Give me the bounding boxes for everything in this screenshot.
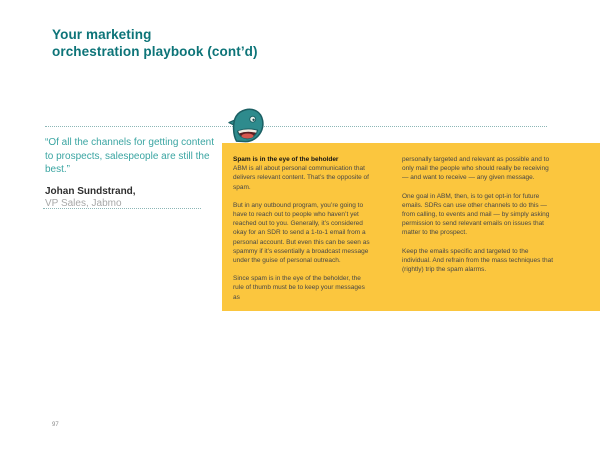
callout-paragraph: Keep the emails specific and targeted to the individual. And refrain from the mass techniques that (rightly) trip the spam alarms. xyxy=(402,247,554,274)
page-title-line2: orchestration playbook (cont’d) xyxy=(52,44,258,59)
page-number: 97 xyxy=(52,422,59,428)
callout-paragraph: Since spam is in the eye of the beholder, the rule of thumb must be to keep your messages as xyxy=(233,275,365,301)
callout-column-1 xyxy=(233,155,372,311)
callout-paragraph: personally targeted and relevant as possible and to only mail the people who should really be receiving — and want to receive — any given message. xyxy=(402,156,550,182)
quote-author-role: VP Sales, Jabmo xyxy=(45,198,122,209)
pull-quote-text: “Of all the channels for getting content to prospects, salespeople are still the best.” xyxy=(45,137,214,175)
quote-author: Johan Sundstrand, xyxy=(45,185,136,197)
whale-mascot-icon xyxy=(226,104,268,144)
pull-quote-block xyxy=(45,136,217,211)
callout-paragraph: ABM is all about personal communication that delivers relevant content. That’s the opposite of spam. xyxy=(233,165,369,191)
callout-paragraph: One goal in ABM, then, is to get opt-in for future emails. SDRs can use other channels to do this — from calling, to events and mail — by simply asking permission to send relevant emails on issues that matter to the prospect. xyxy=(402,192,550,237)
dotted-divider-quote xyxy=(43,208,201,209)
spam-callout-box xyxy=(222,143,600,311)
dotted-divider-top xyxy=(45,126,547,127)
page-title-line1: Your marketing xyxy=(52,27,152,42)
callout-heading: Spam is in the eye of the beholder xyxy=(233,156,339,163)
callout-paragraph: But in any outbound program, you’re going to have to reach out to people who haven’t yet reached out to you. Generally, it’s considered okay for an SDR to send a 1-to-1 email from a personal account. But even this can be seen as spammy if it’s essentially a broadcast message under the guise of personal outreach. xyxy=(233,201,370,265)
callout-columns xyxy=(222,143,600,311)
page-title xyxy=(52,26,258,60)
callout-column-2 xyxy=(402,155,554,311)
